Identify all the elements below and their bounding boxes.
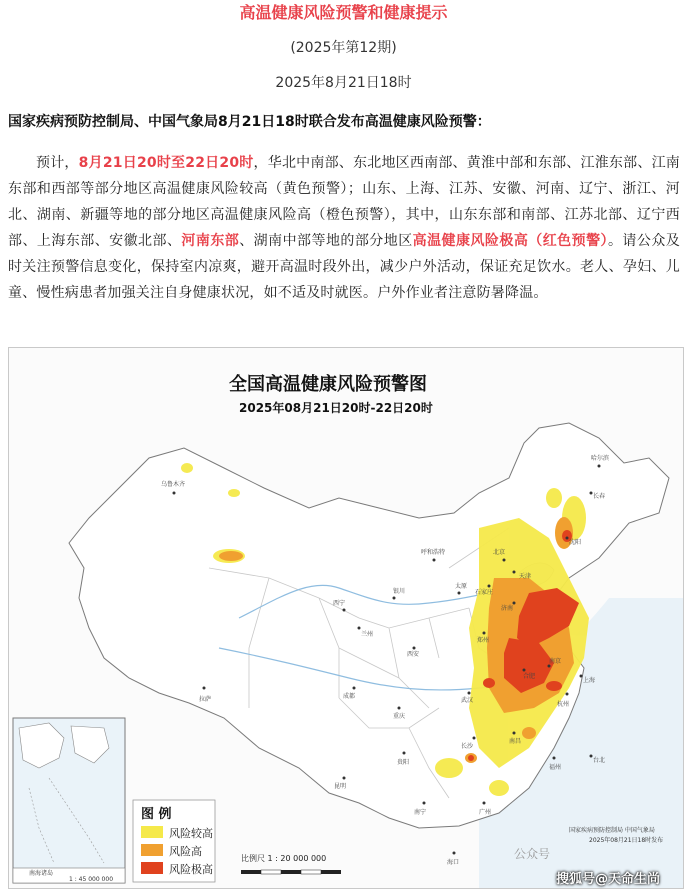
- south-china-sea-inset: [13, 718, 125, 883]
- city-label: 拉萨: [199, 696, 212, 703]
- sohu-watermark: 搜狐号@天命生尚: [556, 872, 661, 887]
- city-label: 郑州: [477, 637, 490, 644]
- city-label: 广州: [479, 809, 492, 816]
- city-label: 上海: [583, 677, 596, 684]
- legend-swatch-orange: [141, 844, 163, 856]
- city-label: 南宁: [414, 809, 427, 816]
- city-label: 天津: [519, 573, 532, 580]
- forecast-paragraph: [8, 150, 680, 306]
- city-label: 西宁: [333, 600, 346, 607]
- city-label: 南昌: [509, 738, 522, 745]
- map-title: 全国高温健康风险预警图: [229, 374, 427, 395]
- city-label: 福州: [549, 764, 562, 771]
- issuer-line-2: 2025年08月21日18时发布: [589, 837, 664, 844]
- forecast-red-warning: 高温健康风险极高（红色预警）: [412, 233, 608, 249]
- page-title: 高温健康风险预警和健康提示: [239, 3, 448, 22]
- city-label: 武汉: [461, 697, 474, 704]
- inset-scale: 1 : 45 000 000: [69, 876, 114, 883]
- forecast-main: ，华北中南部、东北地区西南部、黄淮中部和东部、江淮东部、江南东部和西部等部分地区高温健康风险较高（黄色预警）；山东、上海、江苏、安徽、河南、辽宁、浙江、河北、湖南、新疆等地的部分地区高温健康风险高（橙色预警），其中，山东东部和南部、江苏北部、辽宁西部、上海东部、安徽北部、: [8, 155, 680, 249]
- map-legend: [133, 800, 215, 882]
- legend-swatch-yellow: [141, 826, 163, 838]
- city-label: 南京: [549, 658, 562, 665]
- city-label: 北京: [493, 549, 506, 556]
- scale-label: 比例尺 1 : 20 000 000: [241, 854, 327, 863]
- legend-swatch-red: [141, 862, 163, 874]
- map-subtitle: 2025年08月21日20时-22日20时: [239, 401, 433, 415]
- public-account-watermark: 公众号: [514, 847, 551, 861]
- legend-title: 图 例: [141, 807, 172, 822]
- city-label: 贵阳: [397, 759, 410, 766]
- legend-label-relatively-high: 风险较高: [169, 827, 213, 840]
- warning-map-svg: [9, 348, 683, 888]
- city-label: 昆明: [334, 783, 347, 790]
- city-label: 兰州: [361, 631, 374, 638]
- city-label: 杭州: [557, 701, 570, 708]
- city-label: 海口: [447, 859, 460, 866]
- city-label: 济南: [501, 605, 514, 612]
- lead-sentence: 国家疾病预防控制局、中国气象局8月21日18时联合发布高温健康风险预警：: [8, 114, 491, 130]
- legend-label-extremely-high: 风险极高: [169, 863, 213, 876]
- city-label: 长沙: [461, 743, 474, 750]
- city-label: 哈尔滨: [591, 455, 610, 462]
- forecast-mid: 、湖南中部等地的部分地区: [239, 233, 413, 249]
- city-label: 台北: [593, 757, 606, 764]
- scale-bar: [241, 870, 341, 874]
- city-label: 乌鲁木齐: [161, 481, 186, 488]
- city-label: 合肥: [523, 673, 536, 680]
- forecast-tail: 。请公众及时关注预警信息变化，保持室内凉爽，避开高温时段外出，减少户外活动，保证充足饮水。老人、孕妇、儿童、慢性病患者加强关注自身健康状况，如不适及时就医。户外作业者注意防暑降温。: [8, 233, 680, 301]
- city-label: 银川: [393, 588, 406, 595]
- forecast-prefix: 预计，: [36, 155, 79, 171]
- warning-map: [8, 347, 684, 889]
- city-label: 太原: [455, 583, 468, 590]
- city-label: 呼和浩特: [421, 549, 446, 556]
- city-label: 石家庄: [475, 589, 494, 596]
- legend-label-high: 风险高: [169, 845, 202, 858]
- issue-number: (2025年第12期): [290, 40, 397, 56]
- publish-datetime: 2025年8月21日18时: [275, 75, 412, 91]
- forecast-henan: 河南东部: [181, 233, 240, 249]
- city-label: 成都: [343, 693, 356, 700]
- city-label: 沈阳: [569, 539, 582, 546]
- inset-caption: 南海诸岛: [29, 870, 54, 877]
- city-label: 重庆: [393, 713, 406, 720]
- city-label: 西安: [407, 651, 420, 658]
- forecast-time: 8月21日20时至22日20时: [78, 155, 254, 171]
- city-label: 长春: [593, 493, 606, 500]
- issuer-line-1: 国家疾病预防控制局 中国气象局: [569, 827, 655, 834]
